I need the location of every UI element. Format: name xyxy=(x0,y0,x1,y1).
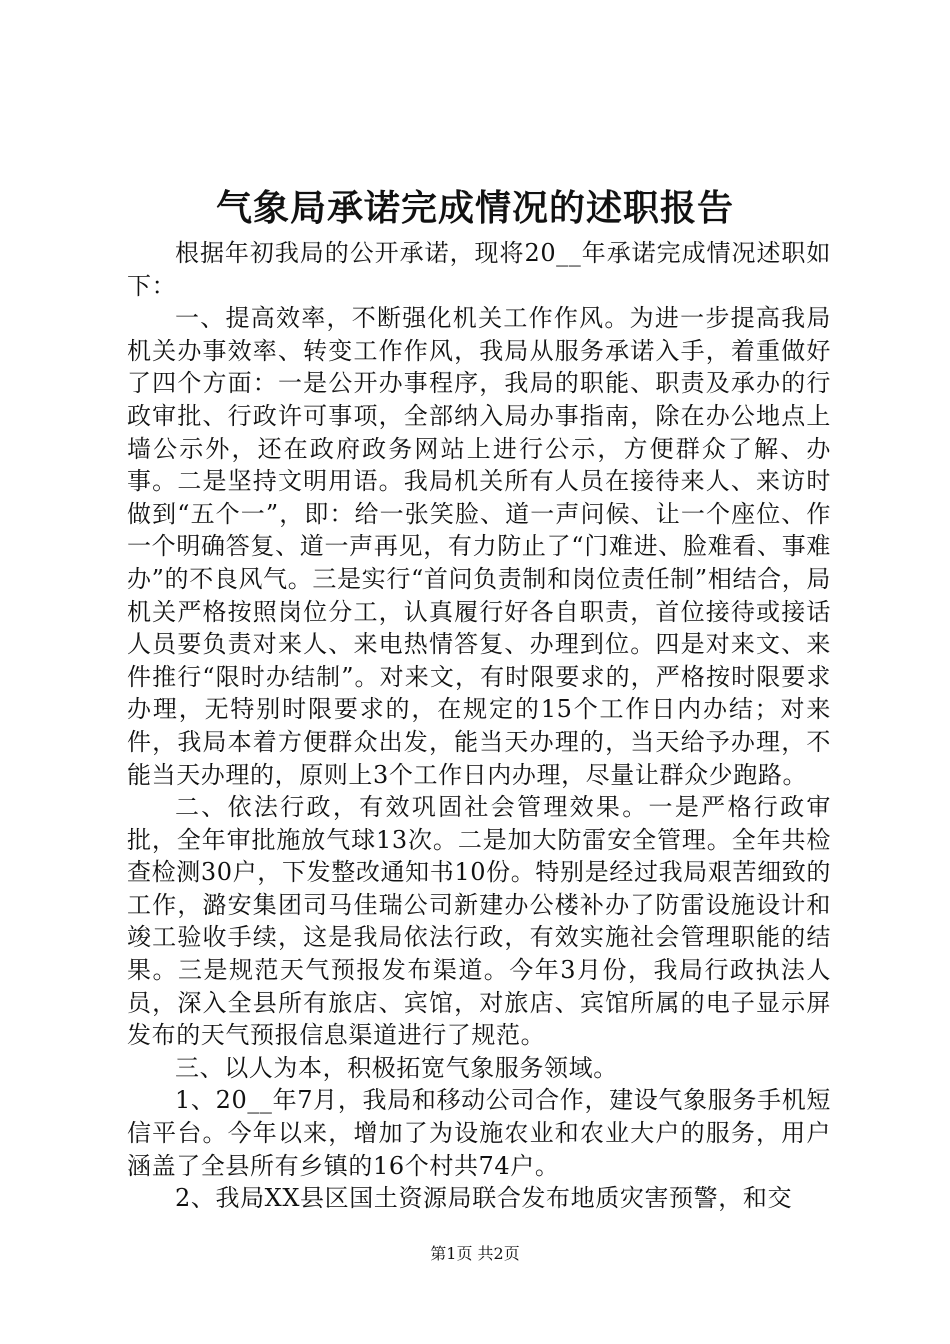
paragraph-section-3-heading: 三、以人为本，积极拓宽气象服务领域。 xyxy=(175,1053,618,1082)
paragraph-section-2: 二、依法行政，有效巩固社会管理效果。一是严格行政审批，全年审批施放气球13次。二是加大防雷安全管理。全年共检查检测30户，下发整改通知书10份。特别是经过我局艰苦细致的工作，潞安集团司马佳瑞公司新建办公楼补办了防雷设施设计和竣工验收手续，这是我局依法行政，有效实施社会管理职能的结果。三是规范天气预报发布渠道。今年3月份，我局行政执法人员，深入全县所有旅店、宾馆，对旅店、宾馆所属的电子显示屏发布的天气预报信息渠道进行了规范。 xyxy=(127,793,831,1050)
document-title: 气象局承诺完成情况的述职报告 xyxy=(215,187,734,229)
paragraph-intro: 根据年初我局的公开承诺，现将20__年承诺完成情况述职如下： xyxy=(127,239,831,300)
paragraph-item-2: 2、我局XX县区国土资源局联合发布地质灾害预警，和交 xyxy=(175,1184,793,1213)
document-body xyxy=(127,237,831,1215)
page-footer: 第1页 共2页 xyxy=(430,1244,520,1263)
paragraph-item-1: 1、20__年7月，我局和移动公司合作，建设气象服务手机短信平台。今年以来，增加了为设施农业和农业大户的服务，用户涵盖了全县所有乡镇的16个村共74户。 xyxy=(127,1086,831,1180)
paragraph-section-1: 一、提高效率，不断强化机关工作作风。为进一步提高我局机关办事效率、转变工作作风，我局从服务承诺入手，着重做好了四个方面：一是公开办事程序，我局的职能、职责及承办的行政审批、行政许可事项，全部纳入局办事指南，除在办公地点上墙公示外，还在政府政务网站上进行公示，方便群众了解、办事。二是坚持文明用语。我局机关所有人员在接待来人、来访时做到“五个一”，即：给一张笑脸、道一声问候、让一个座位、作一个明确答复、道一声再见，有力防止了“门难进、脸难看、事难办”的不良风气。三是实行“首问负责制和岗位责任制”相结合，局机关严格按照岗位分工，认真履行好各自职责，首位接待或接话人员要负责对来人、来电热情答复、办理到位。四是对来文、来件推行“限时办结制”。对来文，有时限要求的，严格按时限要求办理，无特别时限要求的，在规定的15个工作日内办结；对来件，我局本着方便群众出发，能当天办理的，当天给予办理，不能当天办理的，原则上3个工作日内办理，尽量让群众少跑路。 xyxy=(127,304,831,789)
